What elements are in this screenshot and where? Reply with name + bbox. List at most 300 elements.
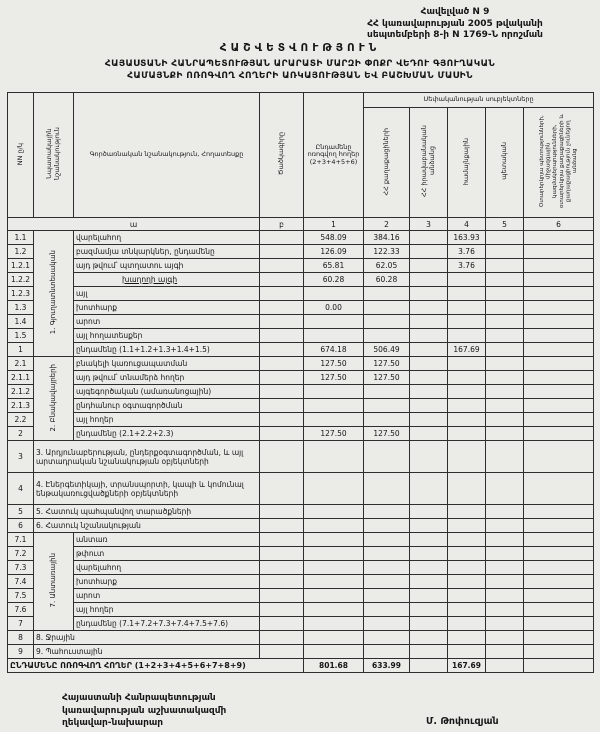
table-row bbox=[8, 575, 594, 589]
code-cell bbox=[260, 561, 304, 575]
letter-cell: 3 bbox=[410, 218, 448, 231]
value-cell bbox=[410, 301, 448, 315]
row-nn: 4 bbox=[8, 473, 34, 505]
table-row bbox=[8, 645, 594, 659]
value-cell bbox=[486, 315, 524, 329]
value-cell bbox=[486, 343, 524, 357]
letter-cell: ա bbox=[8, 218, 260, 231]
row-label: վարելահող bbox=[74, 231, 260, 245]
row-label: այդ թվում՝ պտղատու այգի bbox=[74, 259, 260, 273]
table-row bbox=[8, 413, 594, 427]
value-cell bbox=[364, 589, 410, 603]
value-cell: 0.00 bbox=[304, 301, 364, 315]
value-cell bbox=[448, 645, 486, 659]
value-cell bbox=[524, 519, 594, 533]
value-cell bbox=[304, 589, 364, 603]
row-nn: 1 bbox=[8, 343, 34, 357]
code-cell bbox=[260, 413, 304, 427]
value-cell: 548.09 bbox=[304, 231, 364, 245]
value-cell bbox=[304, 329, 364, 343]
value-cell bbox=[304, 617, 364, 631]
value-cell bbox=[410, 617, 448, 631]
row-nn: 2.2 bbox=[8, 413, 34, 427]
value-cell: 127.50 bbox=[364, 357, 410, 371]
value-cell bbox=[486, 441, 524, 473]
table-row bbox=[8, 561, 594, 575]
row-nn: 7.4 bbox=[8, 575, 34, 589]
value-cell bbox=[448, 617, 486, 631]
col-header-nn bbox=[8, 93, 34, 218]
value-cell bbox=[364, 547, 410, 561]
value-cell bbox=[410, 547, 448, 561]
header-row-1 bbox=[8, 93, 594, 108]
row-nn: 2.1 bbox=[8, 357, 34, 371]
value-cell: 167.69 bbox=[448, 659, 486, 673]
value-cell bbox=[364, 315, 410, 329]
value-cell bbox=[486, 399, 524, 413]
value-cell: 506.49 bbox=[364, 343, 410, 357]
value-cell bbox=[364, 561, 410, 575]
value-cell: 122.33 bbox=[364, 245, 410, 259]
value-cell bbox=[364, 329, 410, 343]
letter-cell: 2 bbox=[364, 218, 410, 231]
value-cell bbox=[304, 561, 364, 575]
code-cell bbox=[260, 603, 304, 617]
col-header-code bbox=[260, 93, 304, 218]
value-cell bbox=[364, 441, 410, 473]
value-cell bbox=[410, 589, 448, 603]
code-cell bbox=[260, 427, 304, 441]
value-cell bbox=[410, 371, 448, 385]
table-row bbox=[8, 301, 594, 315]
category-group-cell bbox=[34, 533, 74, 631]
value-cell bbox=[448, 315, 486, 329]
table-row bbox=[8, 547, 594, 561]
value-cell bbox=[410, 659, 448, 673]
row-nn: 2.1.2 bbox=[8, 385, 34, 399]
value-cell: 167.69 bbox=[448, 343, 486, 357]
table-row bbox=[8, 315, 594, 329]
table-row bbox=[8, 329, 594, 343]
col-header-code-text: Ծածկագիրը bbox=[276, 132, 285, 176]
col-header-foreign-text: Օտարերկրյա պետությունների, միջազգային կազմակերպությունների, օտարերկրյա քաղաքացիների և քաղաքացիություն չունեցող անձանց bbox=[538, 114, 578, 209]
value-cell bbox=[448, 287, 486, 301]
value-cell bbox=[524, 617, 594, 631]
value-cell bbox=[524, 441, 594, 473]
col-header-purpose bbox=[34, 93, 74, 218]
col-header-total bbox=[304, 93, 364, 218]
letter-cell: 6 bbox=[524, 218, 594, 231]
value-cell bbox=[524, 659, 594, 673]
row-label: ընդհանուր օգտագործման bbox=[74, 399, 260, 413]
col-header-nn-text: NN ը/կ bbox=[15, 142, 24, 165]
value-cell bbox=[364, 645, 410, 659]
row-label: 3. Արդյունաբերության, ընդերքօգտագործման, և այլ արտադրական նշանակության օբյեկտների bbox=[34, 441, 260, 473]
row-label: բազմամյա տնկարկներ, ընդամենը bbox=[74, 245, 260, 259]
code-cell bbox=[260, 245, 304, 259]
value-cell bbox=[410, 603, 448, 617]
value-cell bbox=[410, 259, 448, 273]
value-cell bbox=[486, 473, 524, 505]
value-cell bbox=[524, 399, 594, 413]
row-label: ընդամենը (2.1+2.2+2.3) bbox=[74, 427, 260, 441]
value-cell bbox=[448, 441, 486, 473]
table-row bbox=[8, 505, 594, 519]
value-cell bbox=[364, 603, 410, 617]
value-cell bbox=[524, 245, 594, 259]
value-cell bbox=[410, 533, 448, 547]
code-cell bbox=[260, 287, 304, 301]
row-nn: 2 bbox=[8, 427, 34, 441]
code-cell bbox=[260, 357, 304, 371]
table-row bbox=[8, 533, 594, 547]
value-cell bbox=[304, 315, 364, 329]
code-cell bbox=[260, 231, 304, 245]
row-label: արոտ bbox=[74, 315, 260, 329]
value-cell bbox=[448, 533, 486, 547]
value-cell bbox=[410, 273, 448, 287]
col-header-community bbox=[448, 108, 486, 218]
value-cell bbox=[304, 603, 364, 617]
code-cell bbox=[260, 505, 304, 519]
value-cell: 384.16 bbox=[364, 231, 410, 245]
value-cell bbox=[486, 245, 524, 259]
col-header-state-text: պետական bbox=[499, 142, 508, 181]
table-row bbox=[8, 371, 594, 385]
value-cell bbox=[524, 505, 594, 519]
row-label: այդ թվում՝ տնամերձ հողեր bbox=[74, 371, 260, 385]
value-cell bbox=[448, 399, 486, 413]
value-cell bbox=[364, 505, 410, 519]
row-nn: 6 bbox=[8, 519, 34, 533]
row-nn: 7.2 bbox=[8, 547, 34, 561]
value-cell bbox=[486, 631, 524, 645]
appendix-line-3: սեպտեմբերի 8-ի N 1769-Ն որոշման bbox=[367, 30, 543, 41]
row-nn: 2.1.1 bbox=[8, 371, 34, 385]
value-cell bbox=[410, 473, 448, 505]
col-header-foreign bbox=[524, 108, 594, 218]
value-cell bbox=[304, 473, 364, 505]
row-nn: 2.1.3 bbox=[8, 399, 34, 413]
value-cell bbox=[410, 385, 448, 399]
row-label: այլ bbox=[74, 287, 260, 301]
value-cell bbox=[410, 561, 448, 575]
value-cell bbox=[524, 301, 594, 315]
code-cell bbox=[260, 259, 304, 273]
col-header-total-text: Ընդամենը ոռոգվող հողեր (2+3+4+5+6) bbox=[307, 142, 360, 166]
row-label: 5. Հատուկ պահպանվող տարածքների bbox=[34, 505, 260, 519]
irrigated-lands-table bbox=[7, 92, 594, 673]
value-cell bbox=[364, 473, 410, 505]
value-cell bbox=[410, 631, 448, 645]
grand-total-row bbox=[8, 659, 594, 673]
value-cell bbox=[304, 441, 364, 473]
value-cell bbox=[304, 413, 364, 427]
value-cell bbox=[410, 329, 448, 343]
value-cell bbox=[486, 645, 524, 659]
value-cell bbox=[524, 371, 594, 385]
value-cell bbox=[364, 413, 410, 427]
value-cell bbox=[410, 231, 448, 245]
value-cell bbox=[448, 631, 486, 645]
table-row bbox=[8, 385, 594, 399]
table-row bbox=[8, 631, 594, 645]
value-cell bbox=[410, 343, 448, 357]
value-cell bbox=[524, 427, 594, 441]
col-header-citizens-text: ՀՀ քաղաքացիների bbox=[381, 127, 390, 195]
row-nn: 7.3 bbox=[8, 561, 34, 575]
category-group-label: 2. Բնակավայրերի bbox=[49, 363, 58, 432]
value-cell: 3.76 bbox=[448, 259, 486, 273]
value-cell bbox=[524, 603, 594, 617]
row-label: խոտհարք bbox=[74, 575, 260, 589]
value-cell bbox=[448, 561, 486, 575]
value-cell bbox=[486, 329, 524, 343]
code-cell bbox=[260, 385, 304, 399]
title-line-1: ՀԱՇՎԵՏՎՈՒԹՅՈՒՆ bbox=[219, 42, 381, 54]
row-label: խոտհարք bbox=[74, 301, 260, 315]
value-cell: 674.18 bbox=[304, 343, 364, 357]
value-cell bbox=[486, 505, 524, 519]
code-cell bbox=[260, 273, 304, 287]
code-cell bbox=[260, 547, 304, 561]
category-group-label: 1. Գյուղատնտեսական bbox=[49, 250, 58, 335]
value-cell bbox=[410, 505, 448, 519]
value-cell bbox=[486, 357, 524, 371]
table-row bbox=[8, 245, 594, 259]
row-label: այլ հողեր bbox=[74, 413, 260, 427]
value-cell bbox=[448, 357, 486, 371]
value-cell bbox=[410, 315, 448, 329]
value-cell bbox=[304, 505, 364, 519]
letter-cell: բ bbox=[260, 218, 304, 231]
value-cell bbox=[486, 561, 524, 575]
table-row bbox=[8, 617, 594, 631]
row-label: այգեգործական (ամառանոցային) bbox=[74, 385, 260, 399]
value-cell bbox=[486, 575, 524, 589]
row-nn: 7.5 bbox=[8, 589, 34, 603]
row-nn: 1.2.2 bbox=[8, 273, 34, 287]
value-cell: 127.50 bbox=[304, 427, 364, 441]
value-cell bbox=[486, 533, 524, 547]
row-nn: 1.2.3 bbox=[8, 287, 34, 301]
value-cell bbox=[448, 547, 486, 561]
appendix-line-2: ՀՀ կառավարության 2005 թվականի bbox=[367, 18, 543, 29]
row-label: 6. Հատուկ նշանակության bbox=[34, 519, 260, 533]
col-header-legal-text: ՀՀ իրավաբանական անձանց bbox=[419, 125, 436, 198]
code-cell bbox=[260, 473, 304, 505]
value-cell bbox=[524, 631, 594, 645]
table-row bbox=[8, 357, 594, 371]
value-cell bbox=[486, 519, 524, 533]
signature-line-3: ղեկավար-նախարար bbox=[62, 718, 164, 729]
value-cell bbox=[448, 329, 486, 343]
value-cell: 126.09 bbox=[304, 245, 364, 259]
row-label: ընդամենը (1.1+1.2+1.3+1.4+1.5) bbox=[74, 343, 260, 357]
grand-total-label: ԸՆԴԱՄԵՆԸ ՈՌՈԳՎՈՂ ՀՈՂԵՐ (1+2+3+4+5+6+7+8+9) bbox=[8, 659, 304, 673]
value-cell bbox=[486, 413, 524, 427]
value-cell bbox=[524, 589, 594, 603]
value-cell bbox=[524, 315, 594, 329]
col-header-state bbox=[486, 108, 524, 218]
value-cell bbox=[304, 399, 364, 413]
value-cell bbox=[486, 617, 524, 631]
value-cell bbox=[524, 473, 594, 505]
code-cell bbox=[260, 441, 304, 473]
value-cell: 62.05 bbox=[364, 259, 410, 273]
value-cell bbox=[304, 575, 364, 589]
col-header-community-text: համայնքային bbox=[461, 137, 470, 185]
value-cell: 60.28 bbox=[304, 273, 364, 287]
table-row bbox=[8, 441, 594, 473]
code-cell bbox=[260, 533, 304, 547]
value-cell bbox=[304, 519, 364, 533]
value-cell bbox=[364, 617, 410, 631]
code-cell bbox=[260, 519, 304, 533]
row-nn: 1.1 bbox=[8, 231, 34, 245]
code-cell bbox=[260, 589, 304, 603]
value-cell bbox=[364, 533, 410, 547]
code-cell bbox=[260, 645, 304, 659]
value-cell: 127.50 bbox=[304, 357, 364, 371]
letter-cell: 4 bbox=[448, 218, 486, 231]
value-cell bbox=[486, 273, 524, 287]
value-cell bbox=[304, 533, 364, 547]
value-cell: 3.76 bbox=[448, 245, 486, 259]
letter-cell: 1 bbox=[304, 218, 364, 231]
table-body bbox=[8, 231, 594, 673]
table-row bbox=[8, 473, 594, 505]
value-cell: 127.50 bbox=[364, 427, 410, 441]
value-cell bbox=[448, 301, 486, 315]
signatory-name: Մ. Թոփուզյան bbox=[426, 716, 499, 727]
appendix-line-1: Հավելված N 9 bbox=[420, 7, 490, 17]
table-row bbox=[8, 399, 594, 413]
row-label: թփուտ bbox=[74, 547, 260, 561]
code-cell bbox=[260, 371, 304, 385]
table-row bbox=[8, 287, 594, 301]
col-header-citizens bbox=[364, 108, 410, 218]
value-cell bbox=[524, 575, 594, 589]
table-row bbox=[8, 259, 594, 273]
value-cell bbox=[410, 245, 448, 259]
value-cell bbox=[304, 645, 364, 659]
value-cell bbox=[524, 645, 594, 659]
value-cell bbox=[524, 231, 594, 245]
value-cell: 127.50 bbox=[364, 371, 410, 385]
code-cell bbox=[260, 315, 304, 329]
value-cell bbox=[448, 519, 486, 533]
row-label: բնակելի կառուցապատման bbox=[74, 357, 260, 371]
row-nn: 9 bbox=[8, 645, 34, 659]
value-cell bbox=[524, 343, 594, 357]
value-cell bbox=[486, 301, 524, 315]
table-row bbox=[8, 519, 594, 533]
value-cell bbox=[364, 631, 410, 645]
value-cell bbox=[524, 413, 594, 427]
row-label: ընդամենը (7.1+7.2+7.3+7.4+7.5+7.6) bbox=[74, 617, 260, 631]
value-cell bbox=[524, 273, 594, 287]
value-cell bbox=[524, 533, 594, 547]
row-nn: 7.6 bbox=[8, 603, 34, 617]
appendix-block bbox=[320, 7, 590, 42]
value-cell: 801.68 bbox=[304, 659, 364, 673]
row-label: 8. Ջրային bbox=[34, 631, 260, 645]
table-row bbox=[8, 273, 594, 287]
value-cell: 65.81 bbox=[304, 259, 364, 273]
value-cell bbox=[364, 575, 410, 589]
value-cell bbox=[364, 301, 410, 315]
letter-row bbox=[8, 218, 594, 231]
value-cell bbox=[410, 399, 448, 413]
value-cell: 163.93 bbox=[448, 231, 486, 245]
value-cell: 60.28 bbox=[364, 273, 410, 287]
value-cell bbox=[364, 385, 410, 399]
category-group-cell bbox=[34, 231, 74, 357]
row-nn: 1.4 bbox=[8, 315, 34, 329]
row-nn: 7.1 bbox=[8, 533, 34, 547]
code-cell bbox=[260, 301, 304, 315]
value-cell bbox=[304, 385, 364, 399]
code-cell bbox=[260, 329, 304, 343]
value-cell bbox=[524, 547, 594, 561]
row-label: այլ հողատեսքեր bbox=[74, 329, 260, 343]
value-cell bbox=[410, 413, 448, 427]
table-row bbox=[8, 427, 594, 441]
value-cell bbox=[486, 427, 524, 441]
row-label: խաղողի այգի bbox=[74, 273, 260, 287]
value-cell bbox=[524, 259, 594, 273]
value-cell bbox=[486, 371, 524, 385]
code-cell bbox=[260, 617, 304, 631]
code-cell bbox=[260, 399, 304, 413]
signature-block bbox=[62, 692, 226, 730]
category-group-label: 7. Անտառային bbox=[49, 553, 58, 608]
value-cell bbox=[486, 385, 524, 399]
row-nn: 5 bbox=[8, 505, 34, 519]
value-cell bbox=[410, 645, 448, 659]
row-label: վարելահող bbox=[74, 561, 260, 575]
value-cell bbox=[410, 441, 448, 473]
row-label: այլ հողեր bbox=[74, 603, 260, 617]
value-cell bbox=[410, 357, 448, 371]
value-cell bbox=[524, 287, 594, 301]
value-cell bbox=[524, 357, 594, 371]
value-cell bbox=[304, 287, 364, 301]
value-cell: 633.99 bbox=[364, 659, 410, 673]
value-cell bbox=[486, 231, 524, 245]
table-row bbox=[8, 231, 594, 245]
value-cell bbox=[304, 547, 364, 561]
row-nn: 8 bbox=[8, 631, 34, 645]
col-header-functional-text: Գործառնական նշանակություն, Հողատեսքը bbox=[89, 150, 244, 159]
ownership-group-header: Սեփականության սուբյեկտները bbox=[364, 93, 594, 108]
col-header-functional bbox=[74, 93, 260, 218]
document-title bbox=[0, 42, 600, 82]
category-group-cell bbox=[34, 357, 74, 441]
value-cell bbox=[448, 427, 486, 441]
value-cell bbox=[448, 575, 486, 589]
value-cell bbox=[524, 385, 594, 399]
value-cell bbox=[486, 287, 524, 301]
value-cell bbox=[448, 505, 486, 519]
value-cell bbox=[448, 603, 486, 617]
code-cell bbox=[260, 343, 304, 357]
letter-cell: 5 bbox=[486, 218, 524, 231]
value-cell bbox=[448, 273, 486, 287]
value-cell bbox=[448, 473, 486, 505]
row-nn: 1.2 bbox=[8, 245, 34, 259]
